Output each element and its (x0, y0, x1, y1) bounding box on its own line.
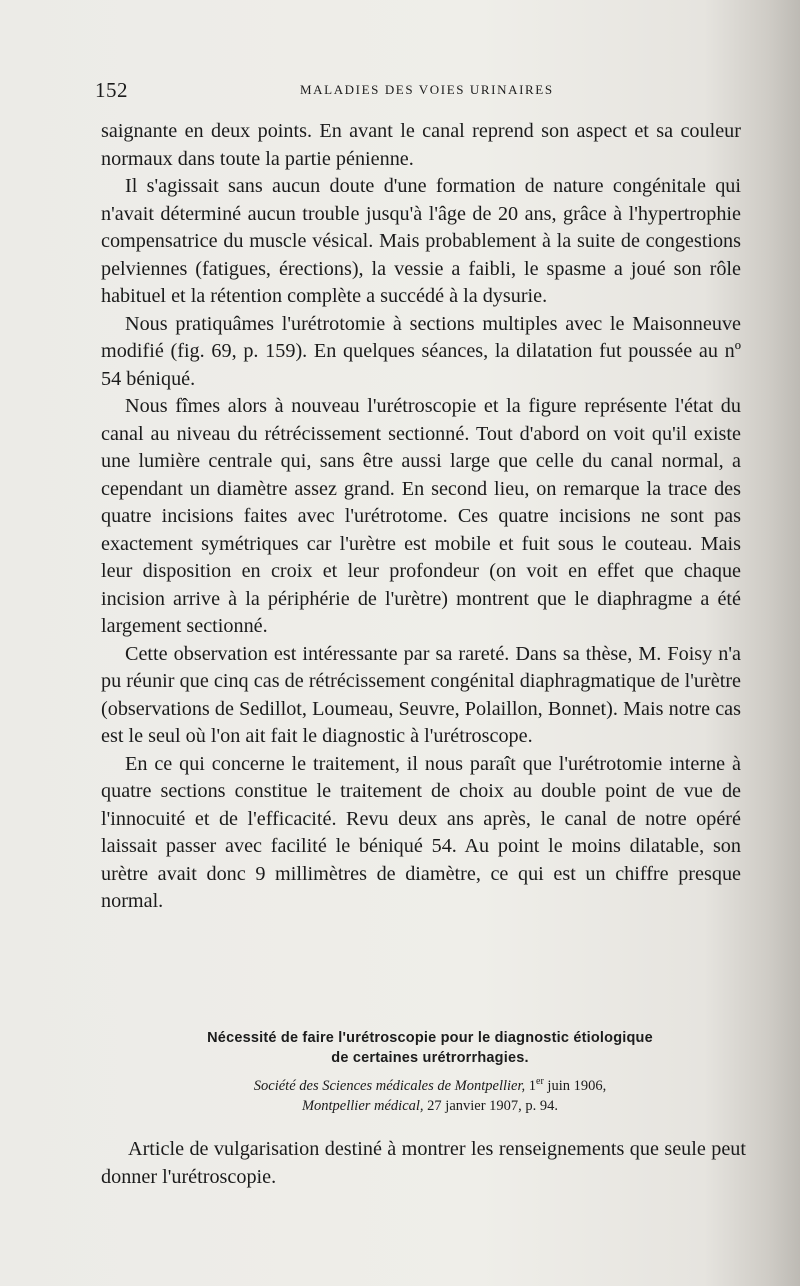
paragraph-urethroscopy-figure: Nous fîmes alors à nouveau l'urétroscopie et la figure représente l'état du canal au niveau du rétrécissement sectionné. Tout d'abord on voit qu'il existe une lumière centrale qui, sans être aussi large que celle du canal normal, a cependant un diamètre assez grand. En second lieu, on remarque la trace des quatre incisions faites avec l'urétrotome. Ces quatre incisions ne sont pas exactement symétriques car l'urètre est mobile et fuit sous le couteau. Mais leur disposition en croix et leur profondeur (on voit en effet que chaque incision arrive à la périphérie de l'urètre) montrent que le diaphragme a été largement sectionné. (101, 395, 741, 637)
section-heading (130, 1028, 730, 1116)
citation-date-1: 1er juin 1906, (528, 1076, 607, 1094)
body-text (101, 118, 741, 916)
paragraph-article-summary: Article de vulgarisation destiné à montrer les renseignements que seule peut donner l'urétroscopie. (101, 1138, 746, 1188)
paragraph-congenital-formation: Il s'agissait sans aucun doute d'une formation de nature congénitale qui n'avait déterminé aucun trouble jusqu'à l'âge de 20 ans, grâce à l'hypertrophie compensatrice du muscle vésical. Mais probablement à la suite de congestions pelviennes (fatigues, érections), la vessie a faibli, le spasme a joué son rôle habituel et la rétention complète a succédé à la dysurie. (101, 175, 741, 307)
paragraph-rarity: Cette observation est intéressante par sa rareté. Dans sa thèse, M. Foisy n'a pu réunir que cinq cas de rétrécissement congénital diaphragmatique de l'urètre (observations de Sedillot, Loumeau, Seuvre, Polaillon, Bonnet). Mais notre cas est le seul où l'on ait fait le diagnostic à l'urétroscope. (101, 642, 741, 747)
page-number: 152 (95, 78, 128, 102)
section-citation (130, 1072, 730, 1116)
section-title-line-1: Nécessité de faire l'urétroscopie pour le diagnostic étiologique (207, 1030, 653, 1046)
citation-journal-1: Société des Sciences médicales de Montpellier, (253, 1077, 526, 1094)
citation-journal-2: Montpellier médical, (301, 1097, 424, 1114)
citation-date-2: 27 janvier 1907, p. 94. (423, 1097, 559, 1114)
running-head: MALADIES DES VOIES URINAIRES (300, 82, 554, 97)
final-text (101, 1136, 746, 1191)
paragraph-continuation: saignante en deux points. En avant le canal reprend son aspect et sa couleur normaux dans toute la partie pénienne. (101, 120, 741, 170)
section-title (130, 1028, 730, 1068)
section-title-line-2: de certaines urétrorrhagies. (331, 1050, 529, 1066)
paragraph-treatment: En ce qui concerne le traitement, il nous paraît que l'urétrotomie interne à quatre sections constitue le traitement de choix au double point de vue de l'innocuité et de l'efficacité. Revu deux ans après, le canal de notre opéré laissait passer avec facilité le béniqué 54. Au point le moins dilatable, son urètre avait donc 9 millimètres de diamètre, ce qui est un chiffre presque normal. (101, 752, 741, 912)
paragraph-urethrotomy: Nous pratiquâmes l'urétrotomie à sections multiples avec le Maisonneuve modifié (fig. 69, p. 159). En quelques séances, la dilatation fut poussée au nº 54 béniqué. (101, 312, 741, 390)
page-header (95, 78, 785, 102)
